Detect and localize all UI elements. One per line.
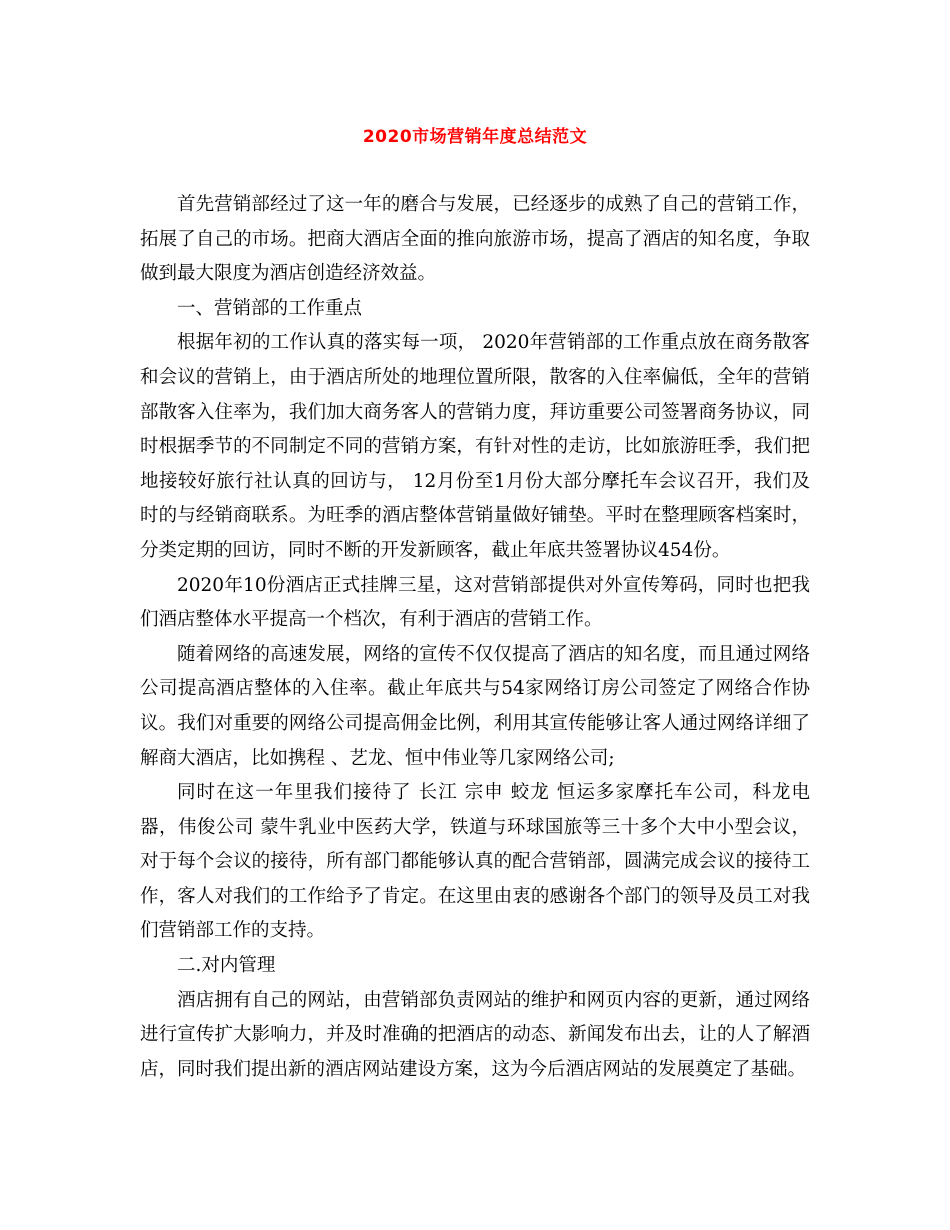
document-body (140, 188, 810, 1087)
paragraph-website: 酒店拥有自己的网站，由营销部负责网站的维护和网页内容的更新，通过网络进行宣传扩大影响力，并及时准确的把酒店的动态、新闻发布出去，让的人了解酒店，同时我们提出新的酒店网站建设方案，这为今后酒店网站的发展奠定了基础。 (140, 989, 810, 1080)
section-heading-internal-management: 二.对内管理 (177, 955, 276, 977)
paragraph-online-promotion: 随着网络的高速发展，网络的宣传不仅仅提高了酒店的知名度，而且通过网络公司提高酒店整体的入住率。截止年底共与54家网络订房公司签定了网络合作协议。我们对重要的网络公司提高佣金比例，利用其宣传能够让客人通过网络详细了解商大酒店，比如携程 、艺龙、恒中伟业等几家网络公司; (140, 643, 810, 769)
paragraph-three-star: 2020年10份酒店正式挂牌三星，这对营销部提供对外宣传筹码，同时也把我们酒店整体水平提高一个档次，有利于酒店的营销工作。 (140, 574, 810, 631)
paragraph-intro: 首先营销部经过了这一年的磨合与发展，已经逐步的成熟了自己的营销工作，拓展了自己的市场。把商大酒店全面的推向旅游市场，提高了酒店的知名度，争取做到最大限度为酒店创造经济效益。 (140, 194, 810, 285)
document-title: 2020市场营销年度总结范文 (362, 127, 588, 147)
paragraph-marketing-focus: 根据年初的工作认真的落实每一项， 2020年营销部的工作重点放在商务散客和会议的营销上，由于酒店所处的地理位置所限，散客的入住率偏低，全年的营销部散客入住率为，我们加大商务客人的营销力度，拜访重要公司签署商务协议，同时根据季节的不同制定不同的营销方案，有针对性的走访，比如旅游旺季，我们把地接较好旅行社认真的回访与， 12月份至1月份大部分摩托车会议召开，我们及时的与经销商联系。为旺季的酒店整体营销量做好铺垫。平时在整理顾客档案时，分类定期的回访，同时不断的开发新顾客，截止年底共签署协议454份。 (140, 332, 810, 561)
paragraph-conferences: 同时在这一年里我们接待了 长江 宗申 蛟龙 恒运多家摩托车公司，科龙电器，伟俊公司 蒙牛乳业中医药大学，铁道与环球国旅等三十多个大中小型会议，对于每个会议的接待，所有部门都能够认真的配合营销部，圆满完成会议的接待工作，客人对我们的工作给予了肯定。在这里由衷的感谢各个部门的领导及员工对我们营销部工作的支持。 (140, 782, 810, 942)
section-heading-marketing-focus: 一、营销部的工作重点 (177, 297, 363, 319)
